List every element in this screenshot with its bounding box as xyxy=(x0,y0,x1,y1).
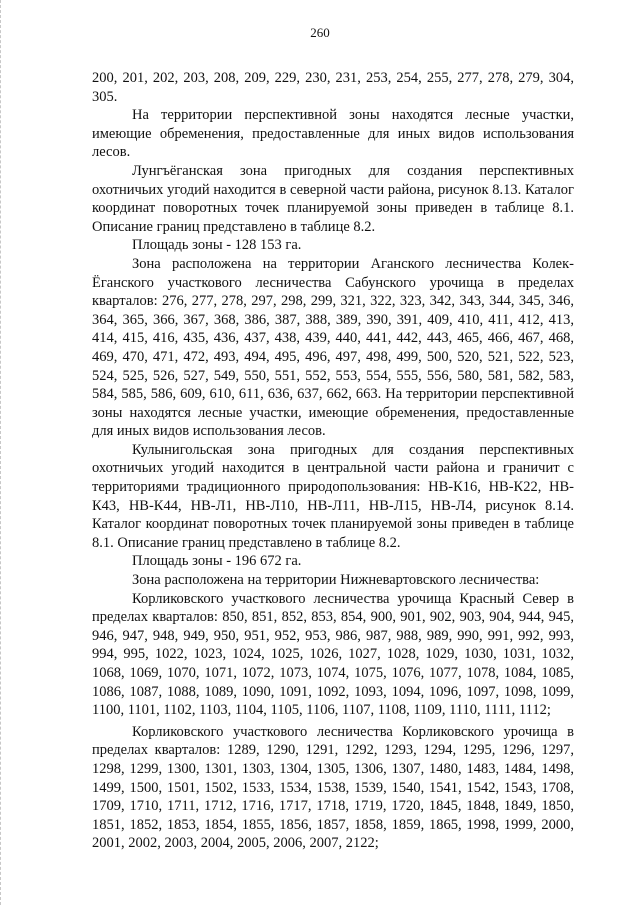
paragraph-area-1: Площадь зоны - 128 153 га. xyxy=(132,237,302,254)
paragraph-area-2: Площадь зоны - 196 672 га. xyxy=(132,553,302,570)
paragraph-kulynigol-zone: Кулынигольская зона пригодных для создания перспективных охотничьих угодий находится в центральной части района и граничит с территориями традиционного природопользования: НВ-К16, НВ-К22, НВ-К43, НВ-К44, НВ-Л1, НВ-Л10, НВ-Л11, НВ-Л15, НВ-Л4, рисунок 8.14. Каталог координат поворотных точек планируемой зоны приведен в таблице 8.1. Описание границ представлено в таблице 8.2. xyxy=(92,441,574,551)
document-body xyxy=(92,69,574,853)
paragraph-agan-forestry: Зона расположена на территории Аганского лесничества Колек-Ёганского участкового лесничества Сабунского урочища в пределах кварталов: 276, 277, 278, 297, 298, 299, 321, 322, 323, 342, 343, 344, 345, 346, 364, 365, 366, 367, 368, 386, 387, 388, 389, 390, 391, 409, 410, 411, 412, 413, 414, 415, 416, 435, 436, 437, 438, 439, 440, 441, 442, 443, 465, 466, 467, 468, 469, 470, 471, 472, 493, 494, 495, 496, 497, 498, 499, 500, 520, 521, 522, 523, 524, 525, 526, 527, 549, 550, 551, 552, 553, 554, 555, 556, 580, 581, 582, 583, 584, 585, 586, 609, 610, 611, 636, 637, 662, 663. На территории перспективной зоны находятся лесные участки, имеющие обременения, предоставленные для иных видов использования лесов. xyxy=(92,255,574,440)
paragraph-krasny-sever-quarters: Корликовского участкового лесничества урочища Красный Север в пределах кварталов: 850, 851, 852, 853, 854, 900, 901, 902, 903, 904, 944, 945, 946, 947, 948, 949, 950, 951, 952, 953, 986, 987, 988, 989, 990, 991, 992, 993, 994, 995, 1022, 1023, 1024, 1025, 1026, 1027, 1028, 1029, 1030, 1031, 1032, 1068, 1069, 1070, 1071, 1072, 1073, 1074, 1075, 1076, 1077, 1078, 1084, 1085, 1086, 1087, 1088, 1089, 1090, 1091, 1092, 1093, 1094, 1096, 1097, 1098, 1099, 1100, 1101, 1102, 1103, 1104, 1105, 1106, 1107, 1108, 1109, 1110, 1111, 1112; xyxy=(92,590,574,719)
paragraph-encumbrances-1: На территории перспективной зоны находятся лесные участки, имеющие обременения, предоставленные для иных видов использования лесов. xyxy=(92,107,574,161)
paragraph-korlikovsky-quarters: Корликовского участкового лесничества Корликовского урочища в пределах кварталов: 1289, 1290, 1291, 1292, 1293, 1294, 1295, 1296, 1297, 1298, 1299, 1300, 1301, 1303, 1304, 1305, 1306, 1307, 1480, 1483, 1484, 1498, 1499, 1500, 1501, 1502, 1533, 1534, 1538, 1539, 1540, 1541, 1542, 1543, 1708, 1709, 1710, 1711, 1712, 1716, 1717, 1718, 1719, 1720, 1845, 1848, 1849, 1850, 1851, 1852, 1853, 1854, 1855, 1856, 1857, 1858, 1859, 1865, 1998, 1999, 2000, 2001, 2002, 2003, 2004, 2005, 2006, 2007, 2122; xyxy=(92,723,574,852)
paragraph-quarters-continuation: 200, 201, 202, 203, 208, 209, 229, 230, 231, 253, 254, 255, 277, 278, 279, 304, 305. xyxy=(92,70,574,105)
scan-edge xyxy=(0,0,5,905)
page-number: 260 xyxy=(310,25,330,40)
paragraph-lungyegan-zone: Лунгъёганская зона пригодных для создания перспективных охотничьих угодий находится в северной части района, рисунок 8.13. Каталог координат поворотных точек планируемой зоны приведен в таблице 8.1. Описание границ представлено в таблице 8.2. xyxy=(92,162,574,235)
paragraph-nizhnevartovsk-forestry: Зона расположена на территории Нижневартовского лесничества: xyxy=(132,572,540,589)
